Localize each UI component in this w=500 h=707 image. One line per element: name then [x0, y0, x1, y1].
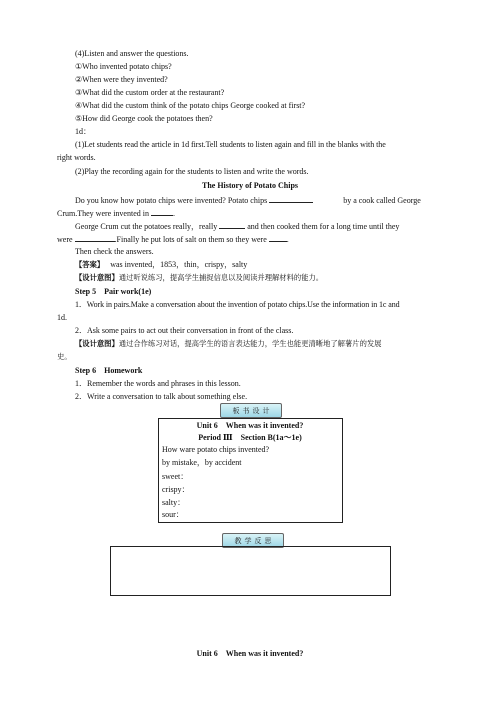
- board-line: crispy：: [162, 485, 190, 494]
- article-text: George Crum cut the potatoes really，really: [75, 222, 218, 231]
- article-title: The History of Potato Chips: [202, 181, 298, 190]
- question-2: ②When were they invented?: [75, 75, 168, 84]
- task1d-instruction-2: (2)Play the recording again for the students to listen and write the words.: [75, 167, 309, 176]
- check-answers: Then check the answers.: [75, 247, 154, 256]
- step6-item-1: 1．Remember the words and phrases in this lesson.: [75, 379, 241, 388]
- step5-item-1: 1．Work in pairs.Make a conversation about the invention of potato chips.Use the information in 1c and: [75, 300, 400, 309]
- label-char: 教: [234, 536, 242, 545]
- label-char: 学: [244, 536, 252, 545]
- fill-blank: [151, 208, 173, 216]
- article-text: by a cook called George: [343, 196, 421, 205]
- design-label: 【设计意图】: [75, 273, 119, 282]
- step6-item-2: 2．Write a conversation to talk about something else.: [75, 392, 248, 401]
- question-5: ⑤How did George cook the potatoes then?: [75, 114, 213, 123]
- footer-title: Unit 6 When was it invented?: [196, 649, 304, 658]
- board-line: salty：: [162, 498, 186, 507]
- fill-blank: [269, 234, 287, 242]
- question-3: ③What did the custom order at the restaurant?: [75, 88, 225, 97]
- task1d-instruction-1: (1)Let students read the article in 1d first.Tell students to listen again and fill in the blanks with the: [75, 140, 386, 149]
- task1d-label: 1d：: [75, 127, 91, 136]
- design-text: 通过合作练习对话，提高学生的语言表达能力，学生也能更清晰地了解薯片的发展: [118, 339, 382, 348]
- fill-blank: [75, 234, 115, 242]
- teaching-reflection-box: [110, 546, 391, 596]
- task1d-instruction-1-cont: right words.: [57, 153, 96, 162]
- question-4: ④What did the custom think of the potato chips George cooked at first?: [75, 101, 306, 110]
- step5-title: Step 5 Pair work(1e): [75, 287, 152, 296]
- label-char: 计: [262, 406, 270, 415]
- task4-heading: (4)Listen and answer the questions.: [75, 49, 189, 58]
- article-paragraph-2-line-1: [75, 221, 445, 232]
- design-text: 通过听说练习，提高学生捕捉信息以及阅读并理解材料的能力。: [118, 273, 324, 282]
- article-paragraph-1-line-1: [75, 195, 445, 206]
- board-subtitle: Period Ⅲ Section B(1a～1e): [198, 433, 302, 442]
- answer-label: 【答案】: [75, 260, 105, 269]
- step5-item-2: 2．Ask some pairs to act out their conversation in front of the class.: [75, 326, 294, 335]
- article-text: .Finally he put lots of salt on them so they were: [114, 235, 267, 244]
- label-char: 设: [252, 406, 260, 415]
- answer-line: [75, 260, 445, 270]
- article-text: Crum.They were invented in: [57, 209, 149, 218]
- step6-title: Step 6 Homework: [75, 366, 143, 375]
- fill-blank: [269, 195, 313, 203]
- article-text: and then cooked them for a long time until they: [247, 222, 400, 231]
- board-design-label: [220, 403, 282, 418]
- article-paragraph-2-line-2: [57, 234, 445, 245]
- label-char: 板: [232, 406, 240, 415]
- step5-item-1-cont: 1d.: [57, 313, 67, 322]
- article-text: Do you know how potato chips were invented? Potato chips: [75, 196, 268, 205]
- question-1: ①Who invented potato chips?: [75, 62, 172, 71]
- fill-blank: [219, 221, 245, 229]
- design-intent-2-cont: 史。: [57, 352, 72, 361]
- answer-text: was invented，1853，thin，crispy，salty: [110, 260, 248, 269]
- board-line: How ware potato chips invented?: [162, 445, 270, 454]
- design-intent-1: [75, 273, 445, 283]
- label-char: 反: [254, 536, 262, 545]
- article-text: were: [57, 235, 73, 244]
- label-char: 书: [242, 406, 250, 415]
- design-intent-2: [75, 339, 445, 349]
- article-text: .: [172, 209, 175, 218]
- board-title: Unit 6 When was it invented?: [196, 421, 304, 430]
- article-paragraph-1-line-2: [57, 208, 445, 219]
- board-line: by mistake，by accident: [162, 458, 242, 467]
- board-line: sour：: [162, 510, 184, 519]
- label-char: 思: [264, 536, 272, 545]
- article-text: .: [286, 235, 289, 244]
- board-line: sweet：: [162, 472, 189, 481]
- design-label: 【设计意图】: [75, 339, 119, 348]
